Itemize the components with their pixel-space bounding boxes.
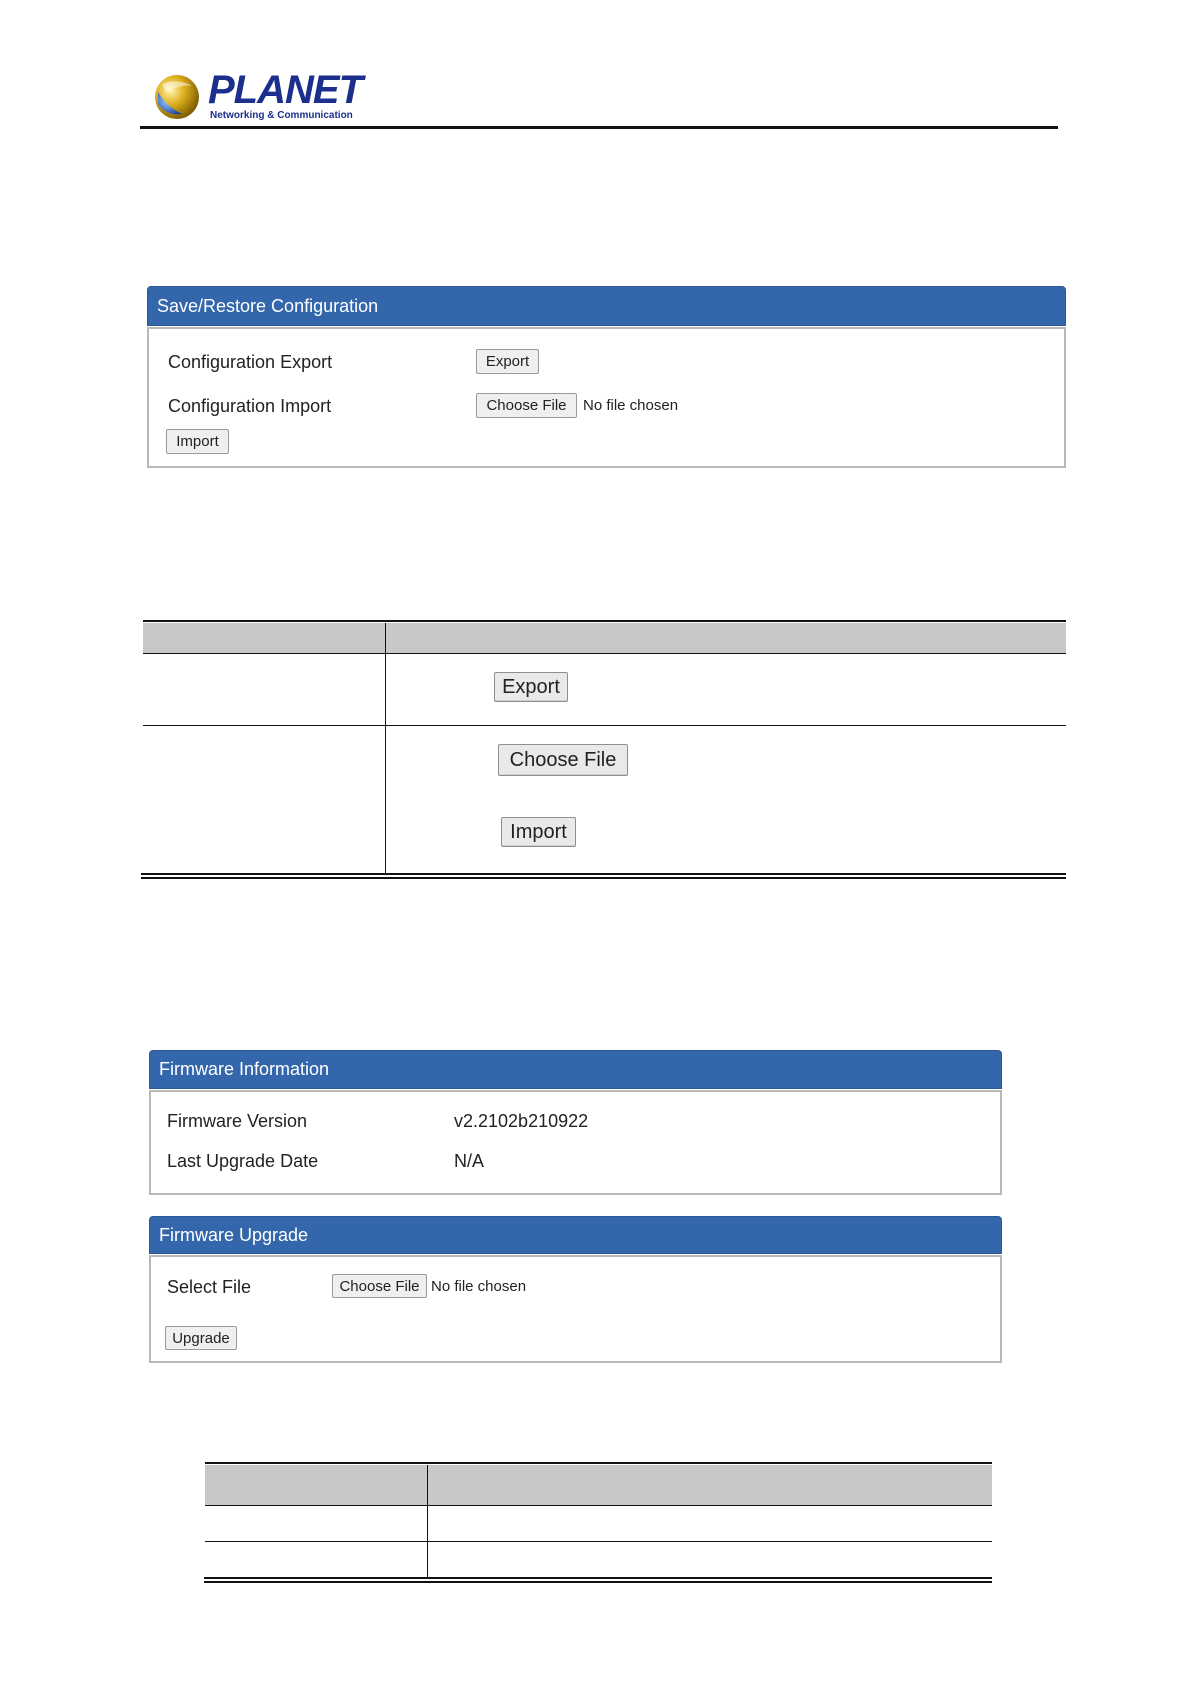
choose-file-button[interactable]: Choose File (476, 393, 577, 418)
table-bottom-rule-double (204, 1581, 992, 1583)
last-upgrade-date-value: N/A (454, 1151, 485, 1171)
firmware-version-label: Firmware Version (167, 1111, 308, 1131)
table-header-rule (205, 1505, 992, 1506)
import-button-illustration[interactable]: Import (501, 817, 576, 847)
no-file-status: No file chosen (431, 1278, 527, 1295)
table-header-row (143, 623, 1066, 653)
table-bottom-rule (204, 1577, 992, 1579)
no-file-status: No file chosen (583, 397, 679, 414)
table-column-divider (427, 1465, 428, 1577)
logo-wordmark: PLANET (208, 68, 362, 112)
table-row-divider (143, 725, 1066, 726)
config-import-label: Configuration Import (168, 396, 332, 416)
planet-logo (152, 68, 362, 126)
firmware-info-panel-body (149, 1090, 1002, 1195)
table-bottom-rule-double (141, 877, 1066, 879)
config-export-label: Configuration Export (168, 352, 333, 372)
select-file-label: Select File (167, 1277, 252, 1297)
table-row-divider (205, 1541, 992, 1542)
firmware-upgrade-panel-body (149, 1255, 1002, 1363)
import-button[interactable]: Import (166, 429, 229, 454)
table-bottom-rule (141, 873, 1066, 875)
firmware-upgrade-panel-header (149, 1216, 1002, 1254)
table-top-rule (205, 1462, 992, 1464)
choose-file-button-illustration[interactable]: Choose File (498, 744, 628, 776)
globe-logo-icon (152, 72, 202, 122)
firmware-version-value: v2.2102b210922 (454, 1111, 589, 1131)
table-header-rule (143, 653, 1066, 654)
export-button[interactable]: Export (476, 349, 539, 374)
table-column-divider (385, 623, 386, 873)
table-top-rule (143, 620, 1066, 622)
last-upgrade-date-label: Last Upgrade Date (167, 1151, 319, 1171)
panel-title: Firmware Upgrade (159, 1224, 309, 1245)
save-restore-panel-body (147, 327, 1066, 468)
header-divider (140, 126, 1058, 129)
table-header-row (205, 1465, 992, 1505)
export-button-illustration[interactable]: Export (494, 672, 568, 702)
choose-file-button[interactable]: Choose File (332, 1274, 427, 1298)
firmware-info-panel-header (149, 1050, 1002, 1089)
logo-tagline: Networking & Communication (210, 110, 353, 121)
panel-title: Save/Restore Configuration (157, 295, 379, 316)
panel-title: Firmware Information (159, 1059, 330, 1079)
upgrade-button[interactable]: Upgrade (165, 1326, 237, 1350)
save-restore-panel-header (147, 286, 1066, 326)
